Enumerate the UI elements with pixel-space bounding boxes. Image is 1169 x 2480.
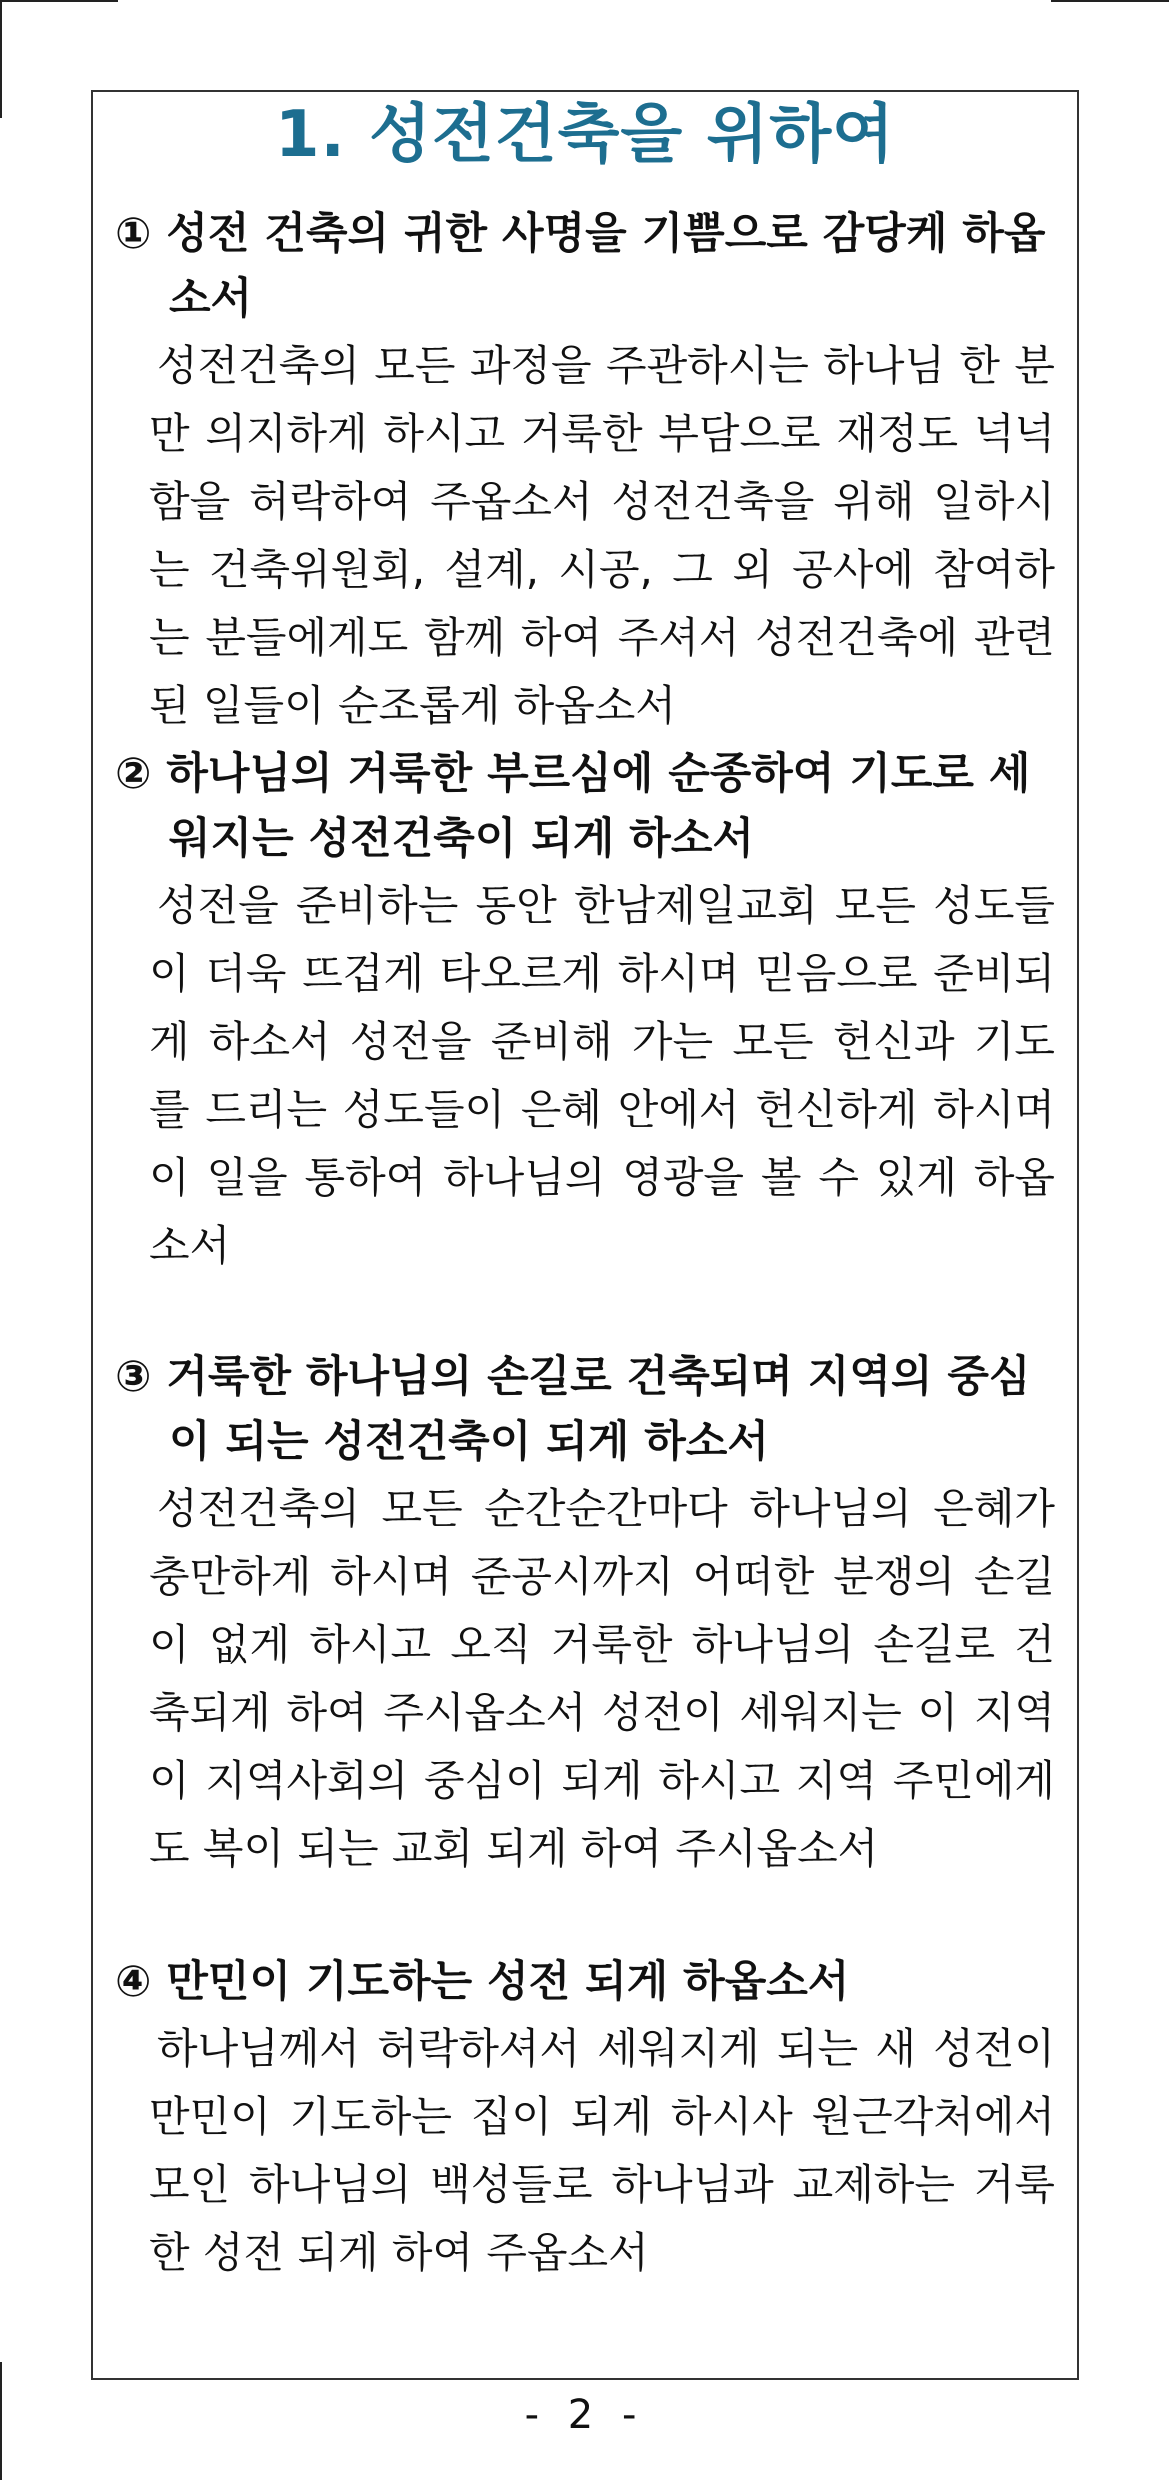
body-line: 충만하게 하시며 준공시까지 어떠한 분쟁의 손길 (149, 1552, 1055, 1601)
body-line: 성전건축의 모든 순간순간마다 하나님의 은혜가 (157, 1484, 1055, 1533)
prayer-section-2 (115, 742, 1055, 1280)
body-line: 성전을 준비하는 동안 한남제일교회 모든 성도들 (157, 881, 1055, 930)
body-line: 게 하소서 성전을 준비해 가는 모든 헌신과 기도 (149, 1017, 1055, 1066)
page-title: 1. 성전건축을 위하여 (275, 98, 895, 172)
page-number: - 2 - (524, 2392, 645, 2438)
prayer-section-4 (115, 1950, 1055, 2287)
body-line: 함을 허락하여 주옵소서 성전건축을 위해 일하시 (149, 477, 1055, 526)
prayer-section-3 (115, 1345, 1055, 1883)
section-heading: ④ 만민이 기도하는 성전 되게 하옵소서 (115, 1957, 850, 2007)
crop-mark-top-left-vertical (0, 0, 2, 118)
crop-mark-top-right-horizontal (1051, 0, 1169, 2)
page-frame (91, 90, 1079, 2380)
body-line: 한 성전 되게 하여 주옵소서 (149, 2228, 649, 2277)
section-heading: ③ 거룩한 하나님의 손길로 건축되며 지역의 중심이 되는 성전건축이 되게 하소서 (115, 1352, 1031, 1467)
section-heading: ② 하나님의 거룩한 부르심에 순종하여 기도로 세워지는 성전건축이 되게 하소서 (115, 749, 1031, 864)
body-line: 만 의지하게 하시고 거룩한 부담으로 재정도 넉넉 (149, 409, 1055, 458)
body-line: 이 더욱 뜨겁게 타오르게 하시며 믿음으로 준비되 (149, 949, 1055, 998)
section-heading: ① 성전 건축의 귀한 사명을 기쁨으로 감당케 하옵소서 (115, 209, 1046, 324)
body-line: 된 일들이 순조롭게 하옵소서 (149, 681, 676, 730)
prayer-section-1 (115, 202, 1055, 740)
body-line: 이 일을 통하여 하나님의 영광을 볼 수 있게 하옵 (149, 1153, 1055, 1202)
body-line: 는 분들에게도 함께 하여 주셔서 성전건축에 관련 (149, 613, 1055, 662)
body-line: 도 복이 되는 교회 되게 하여 주시옵소서 (149, 1824, 879, 1873)
body-line: 축되게 하여 주시옵소서 성전이 세워지는 이 지역 (149, 1688, 1055, 1737)
body-line: 만민이 기도하는 집이 되게 하시사 원근각처에서 (149, 2092, 1055, 2141)
body-line: 이 없게 하시고 오직 거룩한 하나님의 손길로 건 (149, 1620, 1055, 1669)
body-line: 성전건축의 모든 과정을 주관하시는 하나님 한 분 (157, 341, 1055, 390)
crop-mark-top-left-horizontal (0, 0, 118, 2)
body-line: 하나님께서 허락하셔서 세워지게 되는 새 성전이 (157, 2024, 1055, 2073)
body-line: 를 드리는 성도들이 은혜 안에서 헌신하게 하시며 (149, 1085, 1055, 1134)
body-line: 모인 하나님의 백성들로 하나님과 교제하는 거룩 (149, 2160, 1055, 2209)
body-line: 소서 (149, 1221, 231, 1270)
body-line: 는 건축위원회, 설계, 시공, 그 외 공사에 참여하 (149, 545, 1055, 594)
body-line: 이 지역사회의 중심이 되게 하시고 지역 주민에게 (149, 1756, 1055, 1805)
